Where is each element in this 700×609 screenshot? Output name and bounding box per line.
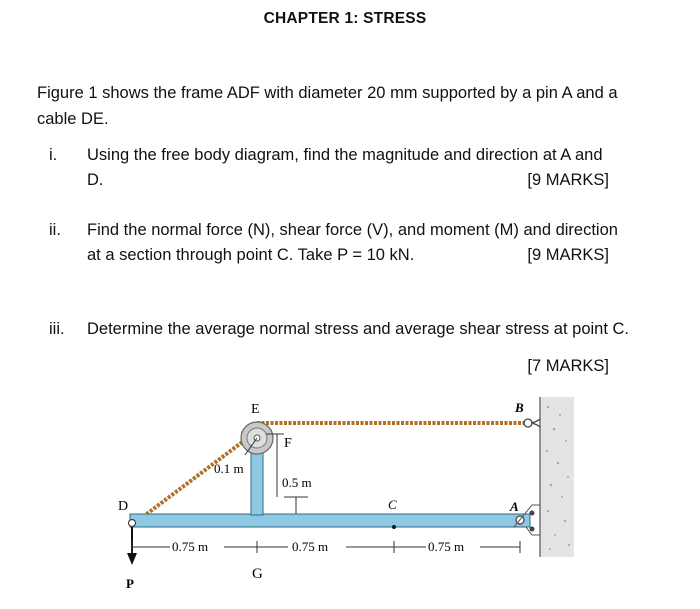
point-C bbox=[392, 525, 396, 529]
question-marks: [9 MARKS] bbox=[527, 246, 609, 264]
question-line-1: Determine the average normal stress and average shear stress at point C. bbox=[87, 320, 630, 338]
question-line-1: Using the free body diagram, find the magnitude and direction at A and bbox=[87, 146, 603, 164]
member-DA bbox=[130, 514, 530, 527]
cable-DE bbox=[132, 440, 245, 525]
label-E: E bbox=[251, 402, 260, 417]
label-post-height: 0.5 m bbox=[282, 475, 312, 490]
question-marks: [7 MARKS] bbox=[527, 357, 609, 375]
label-A: A bbox=[510, 499, 519, 514]
question-number: iii. bbox=[49, 320, 65, 338]
label-B: B bbox=[515, 400, 524, 415]
label-C: C bbox=[388, 497, 397, 512]
intro-line-2: cable DE. bbox=[37, 110, 109, 128]
question-number: i. bbox=[49, 146, 58, 164]
label-dim-mid: 0.75 m bbox=[292, 539, 329, 554]
label-F: F bbox=[284, 436, 292, 451]
label-dim-left: 0.75 m bbox=[172, 539, 209, 554]
page-title: CHAPTER 1: STRESS bbox=[263, 10, 427, 27]
label-radius: 0.1 m bbox=[214, 461, 244, 476]
hinge-D bbox=[129, 520, 136, 527]
label-P: P bbox=[126, 576, 134, 591]
label-G: G bbox=[252, 566, 263, 582]
label-dim-right: 0.75 m bbox=[428, 539, 465, 554]
frame-diagram bbox=[108, 393, 578, 599]
label-D: D bbox=[118, 499, 129, 514]
question-number: ii. bbox=[49, 221, 61, 239]
question-marks: [9 MARKS] bbox=[527, 171, 609, 189]
wall bbox=[540, 397, 574, 557]
support-B bbox=[524, 419, 540, 427]
frame-figure bbox=[108, 393, 578, 599]
question-line-2: D. bbox=[87, 171, 104, 189]
question-line-2: at a section through point C. Take P = 10 kN. bbox=[87, 246, 415, 264]
intro-line-1: Figure 1 shows the frame ADF with diameter 20 mm supported by a pin A and a bbox=[37, 84, 618, 102]
intro-paragraph bbox=[37, 80, 667, 132]
question-line-1: Find the normal force (N), shear force (V), and moment (M) and direction bbox=[87, 221, 618, 239]
